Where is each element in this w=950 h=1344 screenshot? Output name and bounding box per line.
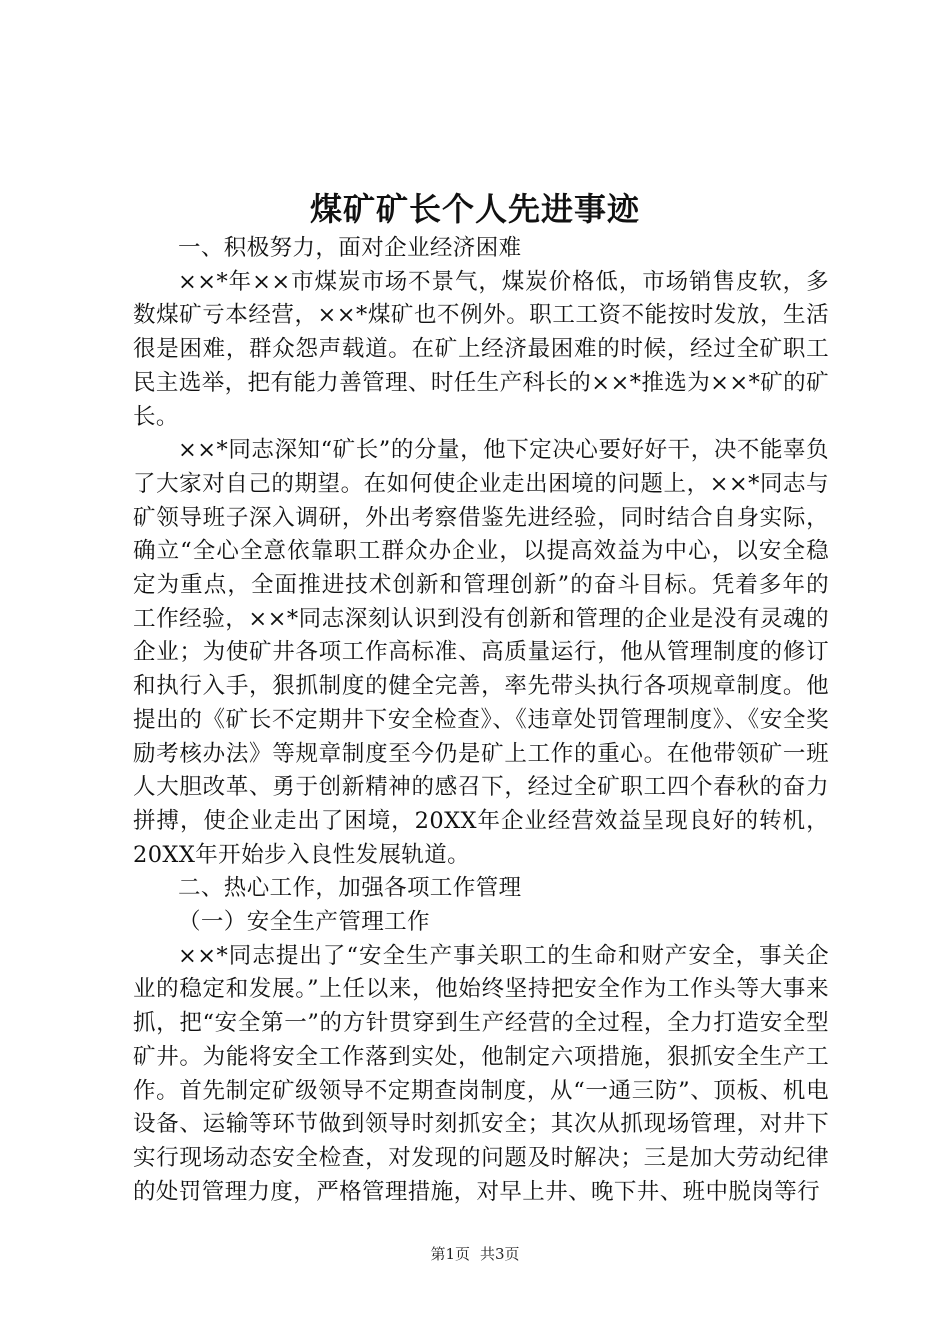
page-number: 第1页 [430,1245,470,1263]
paragraph: ××*同志深知“矿长”的分量，他下定决心要好好干，决不能辜负了大家对自己的期望。在如何使企业走出困境的问题上，××*同志与矿领导班子深入调研，外出考察借鉴先进经验，同时结合自身实际，确立“全心全意依靠职工群众办企业，以提高效益为中心，以安全稳定为重点，全面推进技术创新和管理创新”的奋斗目标。凭着多年的工作经验，××*同志深刻认识到没有创新和管理的企业是没有灵魂的企业；为使矿井各项工作高标准、高质量运行，他从管理制度的修订和执行入手，狠抓制度的健全完善，率先带头执行各项规章制度。他提出的《矿长不定期井下安全检查》、《违章处罚管理制度》、《安全奖励考核办法》等规章制度至今仍是矿上工作的重心。在他带领矿一班人大胆改革、勇于创新精神的感召下，经过全矿职工四个春秋的奋力拼搏，使企业走出了困境，20XX年企业经营效益呈现良好的转机，20XX年开始步入良性发展轨道。 [133,437,829,868]
paragraph: ××*年××市煤炭市场不景气，煤炭价格低，市场销售皮软，多数煤矿亏本经营，××*煤矿也不例外。职工工资不能按时发放，生活很是困难，群众怨声载道。在矿上经济最困难的时候，经过全矿职工民主选举，把有能力善管理、时任生产科长的××*推选为××*矿的矿长。 [133,268,829,430]
section-heading-1: 一、积极努力，面对企业经济困难 [178,235,522,261]
subsection-heading: （一）安全生产管理工作 [178,909,430,936]
document-title: 煤矿矿长个人先进事迹 [309,190,640,228]
paragraph: ××*同志提出了“安全生产事关职工的生命和财产安全，事关企业的稳定和发展。”上任以来，他始终坚持把安全作为工作头等大事来抓，把“安全第一”的方针贯穿到生产经营的全过程，全力打造安全型矿井。为能将安全工作落到实处，他制定六项措施，狠抓安全生产工作。首先制定矿级领导不定期查岗制度，从“一通三防”、顶板、机电设备、运输等环节做到领导时刻抓安全；其次从抓现场管理，对井下实行现场动态安全检查，对发现的问题及时解决；三是加大劳动纪律的处罚管理力度，严格管理措施，对早上井、晚下井、班中脱岗等行 [133,942,829,1205]
page-total: 共3页 [480,1245,520,1263]
page-footer [0,1244,950,1264]
section-heading-2: 二、热心工作，加强各项工作管理 [178,875,522,902]
document-body [133,232,829,1209]
